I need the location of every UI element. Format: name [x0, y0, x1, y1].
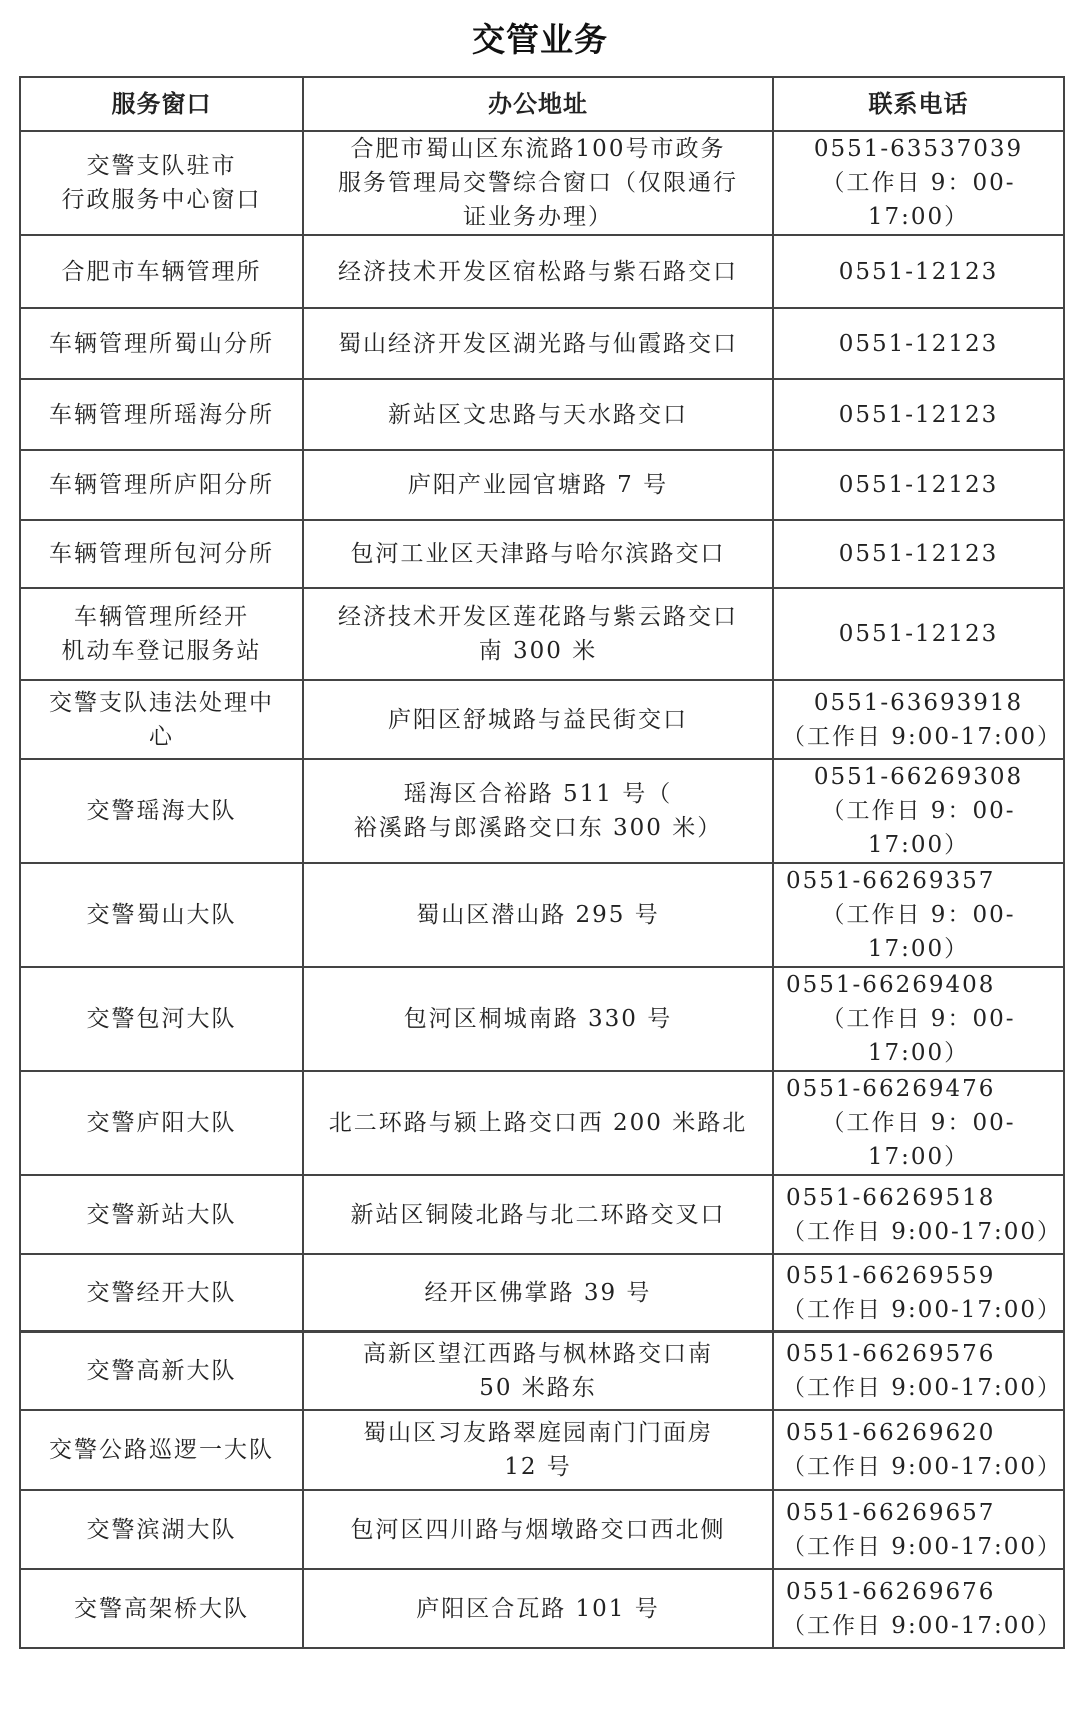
service-window-cell: 合肥市车辆管理所 [20, 235, 303, 308]
header-office-address: 办公地址 [303, 77, 773, 131]
working-hours: （工作日 9:00-17:00） [782, 1218, 1063, 1245]
office-address-cell-line-1: 瑶海区合裕路 511 号（ [403, 781, 673, 807]
working-hours: （工作日 9：00-17:00） [821, 798, 1016, 858]
office-address-cell-line-2: 50 米路东 [479, 1374, 597, 1401]
office-address-cell: 蜀山经济开发区湖光路与仙霞路交口 [303, 308, 773, 379]
table-row [20, 1175, 1064, 1254]
contact-phone-cell [773, 759, 1064, 863]
office-address-cell-line-1: 合肥市蜀山区东流路100号市政务 [350, 136, 726, 162]
service-window-cell: 车辆管理所庐阳分所 [20, 450, 303, 520]
office-address-cell [303, 1410, 773, 1490]
contact-phone-cell [773, 520, 1064, 588]
table-row [20, 131, 1064, 235]
service-window-cell: 交警公路巡逻一大队 [20, 1410, 303, 1490]
office-address-cell-line-1: 高新区望江西路与枫林路交口南 [363, 1340, 713, 1367]
table-row [20, 1071, 1064, 1175]
service-window-cell [20, 680, 303, 759]
table-row [20, 680, 1064, 759]
office-address-cell: 包河区四川路与烟墩路交口西北侧 [303, 1490, 773, 1569]
phone-number: 0551-66269476 [786, 1076, 996, 1102]
table-row [20, 1569, 1064, 1648]
phone-number: 0551-12123 [838, 258, 999, 285]
office-address-cell: 庐阳区舒城路与益民街交口 [303, 680, 773, 759]
contact-phone-cell [773, 1254, 1064, 1332]
contact-phone-cell [773, 1331, 1064, 1410]
service-window-cell [20, 588, 303, 680]
phone-number: 0551-66269620 [786, 1420, 996, 1446]
office-address-cell [303, 131, 773, 235]
phone-number: 0551-66269518 [786, 1184, 996, 1211]
contact-phone-cell [773, 588, 1064, 680]
working-hours: （工作日 9:00-17:00） [782, 1297, 1063, 1323]
office-address-cell-line-1: 经济技术开发区莲花路与紫云路交口 [338, 604, 738, 630]
service-window-cell: 交警高新大队 [20, 1331, 303, 1410]
service-window-cell-line-2: 心 [149, 723, 174, 750]
contact-phone-cell [773, 863, 1064, 967]
table-row [20, 308, 1064, 379]
table-row [20, 450, 1064, 520]
office-address-cell: 北二环路与颍上路交口西 200 米路北 [303, 1071, 773, 1175]
table-row [20, 967, 1064, 1071]
office-address-cell-line-2: 服务管理局交警综合窗口（仅限通行 [338, 170, 738, 196]
office-address-cell-line-2: 裕溪路与郎溪路交口东 300 米） [353, 815, 723, 841]
contact-phone-cell [773, 131, 1064, 235]
phone-number: 0551-66269676 [786, 1578, 996, 1605]
working-hours: （工作日 9：00-17:00） [821, 902, 1016, 962]
working-hours: （工作日 9:00-17:00） [782, 723, 1063, 750]
working-hours: （工作日 9:00-17:00） [782, 1533, 1063, 1560]
service-window-cell-line-1: 交警支队违法处理中 [49, 689, 274, 716]
working-hours: （工作日 9:00-17:00） [782, 1612, 1063, 1639]
office-address-cell-line-2: 12 号 [504, 1454, 572, 1480]
phone-number: 0551-66269357 [786, 868, 996, 894]
service-window-cell: 交警经开大队 [20, 1254, 303, 1332]
phone-number: 0551-12123 [838, 541, 999, 567]
phone-number: 0551-66269657 [786, 1499, 996, 1526]
service-window-cell: 车辆管理所瑶海分所 [20, 379, 303, 450]
service-table-part-2 [19, 1330, 1065, 1649]
phone-number: 0551-63537039 [813, 136, 1024, 162]
contact-phone-cell [773, 1410, 1064, 1490]
office-address-cell [303, 759, 773, 863]
service-window-cell-line-1: 车辆管理所经开 [74, 604, 249, 630]
office-address-cell: 经开区佛掌路 39 号 [303, 1254, 773, 1332]
working-hours: （工作日 9：00-17:00） [821, 1110, 1016, 1170]
service-window-cell: 交警包河大队 [20, 967, 303, 1071]
office-address-cell-line-3: 证业务办理） [463, 204, 613, 230]
contact-phone-cell [773, 1175, 1064, 1254]
contact-phone-cell [773, 1071, 1064, 1175]
contact-phone-cell [773, 680, 1064, 759]
table-row [20, 588, 1064, 680]
office-address-cell [303, 1331, 773, 1410]
working-hours: （工作日 9:00-17:00） [782, 1374, 1063, 1401]
working-hours: （工作日 9：00-17:00） [821, 1006, 1016, 1066]
office-address-cell: 新站区文忠路与天水路交口 [303, 379, 773, 450]
service-window-cell [20, 131, 303, 235]
phone-number: 0551-66269576 [786, 1340, 996, 1367]
phone-number: 0551-12123 [838, 621, 999, 647]
contact-phone-cell [773, 450, 1064, 520]
contact-phone-cell [773, 308, 1064, 379]
phone-number: 0551-66269408 [786, 972, 996, 998]
phone-number: 0551-12123 [838, 330, 999, 357]
table-header-row [20, 77, 1064, 131]
phone-number: 0551-66269308 [813, 764, 1024, 790]
phone-number: 0551-63693918 [813, 689, 1024, 716]
table-row [20, 520, 1064, 588]
contact-phone-cell [773, 1569, 1064, 1648]
phone-number: 0551-12123 [838, 472, 999, 498]
service-window-cell-line-1: 交警支队驻市 [86, 153, 237, 179]
working-hours: （工作日 9：00-17:00） [821, 170, 1016, 230]
office-address-cell: 庐阳产业园官塘路 7 号 [303, 450, 773, 520]
contact-phone-cell [773, 1490, 1064, 1569]
table-row [20, 863, 1064, 967]
office-address-cell: 包河区桐城南路 330 号 [303, 967, 773, 1071]
office-address-cell: 蜀山区潜山路 295 号 [303, 863, 773, 967]
contact-phone-cell [773, 235, 1064, 308]
office-address-cell: 包河工业区天津路与哈尔滨路交口 [303, 520, 773, 588]
phone-number: 0551-12123 [838, 401, 999, 428]
header-service-window: 服务窗口 [20, 77, 303, 131]
service-window-cell: 交警蜀山大队 [20, 863, 303, 967]
service-window-cell: 交警庐阳大队 [20, 1071, 303, 1175]
office-address-cell-line-1: 蜀山区习友路翠庭园南门门面房 [363, 1420, 713, 1446]
table-row [20, 1410, 1064, 1490]
service-window-cell: 交警瑶海大队 [20, 759, 303, 863]
table-row [20, 1254, 1064, 1332]
phone-number: 0551-66269559 [786, 1263, 996, 1289]
service-window-cell-line-2: 机动车登记服务站 [61, 638, 262, 664]
service-window-cell-line-2: 行政服务中心窗口 [61, 187, 262, 213]
contact-phone-cell [773, 967, 1064, 1071]
office-address-cell: 新站区铜陵北路与北二环路交叉口 [303, 1175, 773, 1254]
table-row [20, 379, 1064, 450]
service-window-cell: 车辆管理所蜀山分所 [20, 308, 303, 379]
table-row [20, 1331, 1064, 1410]
header-contact-phone: 联系电话 [773, 77, 1064, 131]
service-window-cell: 交警滨湖大队 [20, 1490, 303, 1569]
office-address-cell: 庐阳区合瓦路 101 号 [303, 1569, 773, 1648]
office-address-cell [303, 588, 773, 680]
table-row [20, 759, 1064, 863]
service-window-cell: 交警新站大队 [20, 1175, 303, 1254]
service-window-cell: 车辆管理所包河分所 [20, 520, 303, 588]
working-hours: （工作日 9:00-17:00） [782, 1454, 1063, 1480]
table-row [20, 1490, 1064, 1569]
contact-phone-cell [773, 379, 1064, 450]
office-address-cell-line-2: 南 300 米 [478, 638, 598, 664]
table-row [20, 235, 1064, 308]
service-window-cell: 交警高架桥大队 [20, 1569, 303, 1648]
page-title: 交管业务 [472, 20, 608, 59]
service-table-part-1 [19, 76, 1065, 1333]
office-address-cell: 经济技术开发区宿松路与紫石路交口 [303, 235, 773, 308]
